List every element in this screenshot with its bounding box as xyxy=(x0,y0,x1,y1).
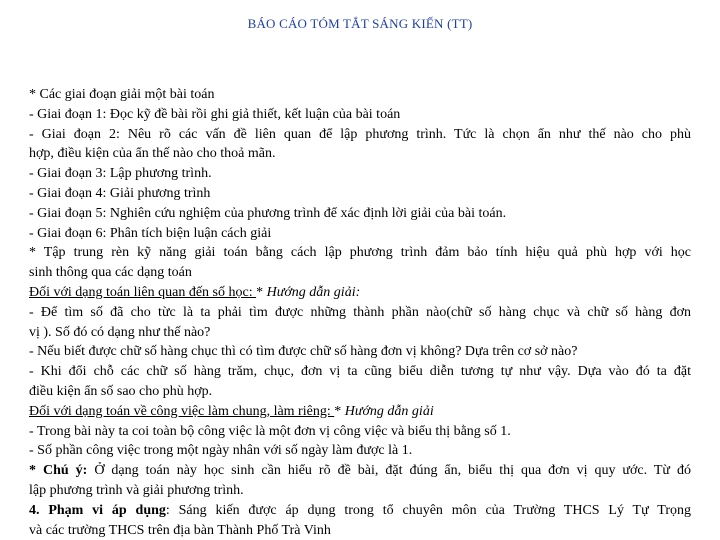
note-text: Ở dạng toán này học sinh cần hiểu rõ đề bài, đặt đúng ẩn, biểu thị qua đơn vị quy ước. Từ đó xyxy=(87,463,691,479)
text-line: hợp, điều kiện của ẩn thế nào cho thoả mãn. xyxy=(29,146,276,162)
text-line: - Số phần công việc trong một ngày nhân với số ngày làm được là 1. xyxy=(29,443,413,459)
text-line: * Tập trung rèn kỹ năng giải toán bằng cách lập phương trình đảm bảo tính hiệu quả phù hợp với học xyxy=(29,245,691,261)
section-heading-work-problems xyxy=(29,402,691,422)
text-line: - Giai đoạn 3: Lập phương trình. xyxy=(29,166,212,182)
text-line: vị ). Số đó có dạng như thế nào? xyxy=(29,324,211,340)
text-line: * Các giai đoạn giải một bài toán xyxy=(29,87,215,102)
bullet-star: * xyxy=(256,284,267,300)
note-line xyxy=(29,461,691,481)
text-line: và các trường THCS trên địa bàn Thành Phố Trà Vinh xyxy=(29,522,331,538)
text-line: - Giai đoạn 6: Phân tích biện luận cách giải xyxy=(29,225,272,241)
slide-body xyxy=(29,85,691,540)
guide-label: Hướng dẫn giải: xyxy=(266,284,361,300)
text-line: - Trong bài này ta coi toàn bộ công việc là một đơn vị công việc và biểu thị bằng số 1. xyxy=(29,423,511,439)
text-line: - Nếu biết được chữ số hàng chục thì có tìm được chữ số hàng đơn vị không? Dựa trên cơ sở nào? xyxy=(29,344,578,360)
text-line: - Giai đoạn 1: Đọc kỹ đề bài rồi ghi giả thiết, kết luận của bài toán xyxy=(29,106,401,122)
guide-label: Hướng dẫn giải xyxy=(344,403,434,419)
text-line: - Giai đoạn 4: Giải phương trình xyxy=(29,185,211,201)
slide-title: BÁO CÁO TÓM TẮT SÁNG KIẾN (TT) xyxy=(247,16,473,31)
scope-text: : Sáng kiến được áp dụng trong tổ chuyên môn của Trường THCS Lý Tự Trọng xyxy=(165,502,691,518)
text-line: sinh thông qua các dạng toán xyxy=(29,265,192,281)
scope-label: 4. Phạm vi áp dụng xyxy=(29,502,166,518)
text-line: - Giai đoạn 2: Nêu rõ các vấn đề liên quan để lập phương trình. Tức là chọn ẩn như thế nào cho phù xyxy=(29,126,691,142)
text-line: điều kiện ẩn số sao cho phù hợp. xyxy=(29,383,213,399)
note-label: * Chú ý: xyxy=(29,463,88,479)
section-heading-text: Đối với dạng toán liên quan đến số học: xyxy=(29,284,257,300)
text-line: lập phương trình và giải phương trình. xyxy=(29,482,244,498)
text-line: - Giai đoạn 5: Nghiên cứu nghiệm của phương trình để xác định lời giải của bài toán. xyxy=(29,205,507,221)
bullet-star: * xyxy=(334,403,345,419)
text-line: - Để tìm số đã cho từc là ta phải tìm được những thành phần nào(chữ số hàng chục và chữ số hàng đơn xyxy=(29,304,691,320)
scope-line xyxy=(29,501,691,521)
text-line: - Khi đổi chỗ các chữ số hàng trăm, chục, đơn vị ta cũng biểu diễn tương tự như vậy. Dựa vào đó ta đặt xyxy=(29,364,691,380)
section-heading-text: Đối với dạng toán về công việc làm chung, làm riêng: xyxy=(29,403,335,419)
section-heading-number-problems xyxy=(29,283,691,303)
